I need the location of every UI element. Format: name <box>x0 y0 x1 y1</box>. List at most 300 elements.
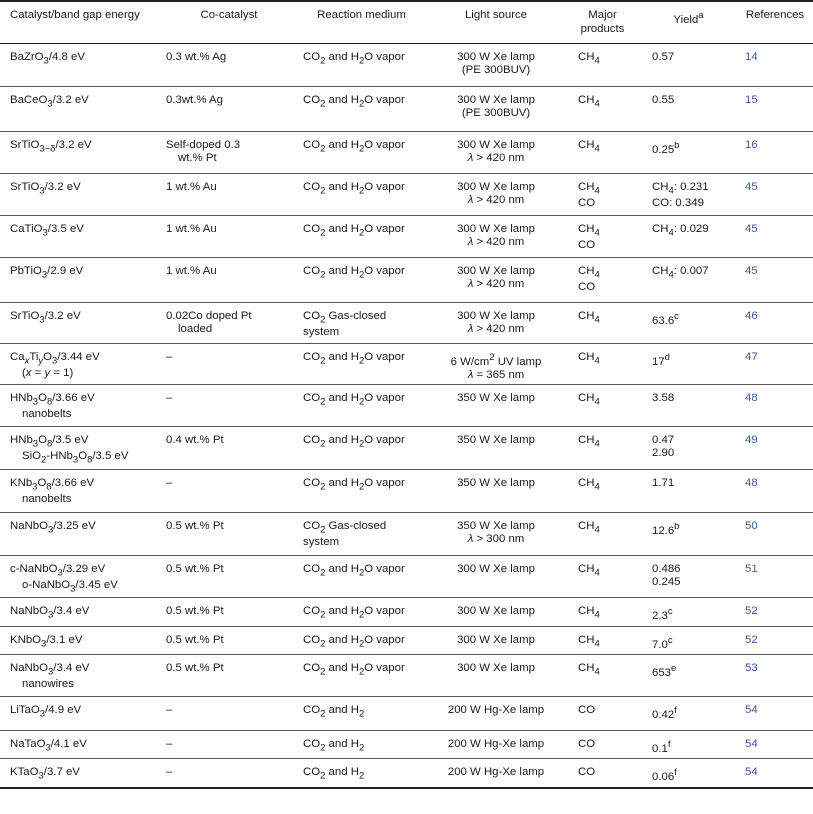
header-medium: Reaction medium <box>296 1 427 43</box>
reference-link[interactable]: 52 <box>745 633 758 646</box>
cell-major-products <box>565 696 640 730</box>
cell-major-products-line: $CH_4$ <box>578 519 600 535</box>
cell-yield <box>640 86 737 131</box>
cell-reaction-medium-line: system <box>303 326 340 339</box>
cell-yield <box>640 173 737 215</box>
cell-reaction-medium <box>296 758 427 788</box>
reference-link[interactable]: 49 <box>745 433 758 446</box>
cell-catalyst <box>0 469 162 512</box>
cell-major-products <box>565 626 640 654</box>
table-row <box>0 555 813 597</box>
reference-link[interactable]: 51 <box>745 562 758 575</box>
cell-reaction-medium-line: $CO_2$ and $H_2O$ vapor <box>303 562 405 578</box>
cell-cocatalyst <box>162 654 296 696</box>
cell-cocatalyst-line: 1 wt.% Au <box>166 264 217 277</box>
cell-major-products <box>565 512 640 555</box>
cell-yield-line: 63.6$^c$ <box>652 310 679 327</box>
cell-reaction-medium-line: $CO_2$ and $H_2$ <box>303 737 365 753</box>
cell-yield-line: 0.245 <box>652 576 681 588</box>
table-row <box>0 86 813 131</box>
cell-light-source-line: 300 W Xe lamp <box>457 562 535 575</box>
table-row <box>0 696 813 730</box>
cell-major-products <box>565 758 640 788</box>
table-row <box>0 215 813 257</box>
cell-yield <box>640 384 737 426</box>
cell-major-products <box>565 654 640 696</box>
cell-reference <box>737 131 813 173</box>
cell-yield <box>640 626 737 654</box>
cell-catalyst <box>0 257 162 302</box>
cell-catalyst-line: NaNbO$_3$/3.4 eV <box>10 661 90 677</box>
table-row <box>0 597 813 626</box>
cell-catalyst-line: nanobelts <box>22 493 72 506</box>
cell-cocatalyst <box>162 43 296 86</box>
cell-catalyst <box>0 512 162 555</box>
cell-yield-line: CO: 0.349 <box>652 197 704 210</box>
cell-reference <box>737 469 813 512</box>
cell-catalyst-line: $HNb_3O_8/3.66$ eV <box>10 391 95 407</box>
cell-catalyst <box>0 131 162 173</box>
cell-yield-line: $CH_4$: 0.029 <box>652 222 709 238</box>
table-row <box>0 257 813 302</box>
cell-yield-line: 0.486 <box>652 562 681 575</box>
header-yield-label: Yield <box>673 13 699 26</box>
cell-yield-line: 0.47 <box>652 433 675 446</box>
table-row <box>0 426 813 469</box>
cell-light-source <box>427 257 565 302</box>
cell-cocatalyst-line: Self-doped 0.3 <box>166 138 241 151</box>
cell-reaction-medium-line: $CO_2$ and $H_2O$ vapor <box>303 633 405 649</box>
cell-light-source-line: λ > 420 nm <box>467 323 525 335</box>
header-row <box>0 1 813 43</box>
cell-major-products <box>565 426 640 469</box>
cell-yield <box>640 654 737 696</box>
cell-light-source <box>427 555 565 597</box>
cell-catalyst-line: SrTiO$_3$/3.2 eV <box>10 180 81 196</box>
cell-cocatalyst-line: – <box>166 737 173 750</box>
cell-major-products <box>565 215 640 257</box>
reference-link[interactable]: 48 <box>745 391 758 404</box>
table-body <box>0 43 813 788</box>
table-row <box>0 654 813 696</box>
cell-yield <box>640 597 737 626</box>
header-cocatalyst: Co-catalyst <box>162 1 296 43</box>
header-yield-footnote: a <box>698 10 704 21</box>
cell-yield <box>640 696 737 730</box>
cell-yield-line: 0.25$^b$ <box>652 139 680 156</box>
cell-reaction-medium-line: $CO_2$ and $H_2O$ vapor <box>303 350 405 366</box>
cell-light-source <box>427 696 565 730</box>
cell-reaction-medium <box>296 343 427 384</box>
cell-catalyst-line: CaTiO$_3$/3.5 eV <box>10 222 84 238</box>
table-row <box>0 173 813 215</box>
cell-major-products-line: $CH_4$ <box>578 350 600 366</box>
cell-major-products-line: $CH_4$ <box>578 661 600 677</box>
cell-reference <box>737 426 813 469</box>
table-row <box>0 384 813 426</box>
cell-light-source-line: 350 W Xe lamp <box>457 519 535 532</box>
cell-cocatalyst <box>162 215 296 257</box>
cell-catalyst-line: (x = y = 1) <box>22 367 74 380</box>
cell-reaction-medium <box>296 86 427 131</box>
cell-catalyst <box>0 343 162 384</box>
cell-reference <box>737 512 813 555</box>
table-row <box>0 512 813 555</box>
cell-cocatalyst-line: 0.5 wt.% Pt <box>166 661 224 674</box>
cell-cocatalyst-line: 0.5 wt.% Pt <box>166 633 224 646</box>
cell-yield-line: 2.3$^c$ <box>652 605 673 622</box>
cell-cocatalyst-line: – <box>166 350 173 363</box>
cell-cocatalyst-line: 0.5 wt.% Pt <box>166 519 224 532</box>
cell-reaction-medium <box>296 512 427 555</box>
cell-reaction-medium-line: $CO_2$ and $H_2O$ vapor <box>303 661 405 677</box>
reference-link[interactable]: 45 <box>745 180 758 193</box>
cell-light-source-line: (PE 300BUV) <box>461 64 531 76</box>
cell-cocatalyst <box>162 384 296 426</box>
cell-cocatalyst-line: 0.4 wt.% Pt <box>166 433 224 446</box>
cell-light-source <box>427 131 565 173</box>
cell-catalyst <box>0 555 162 597</box>
cell-yield-line: 3.58 <box>652 391 675 404</box>
cell-yield-line: 653e <box>652 662 677 679</box>
cell-cocatalyst <box>162 696 296 730</box>
cell-light-source-line: 200 W Hg-Xe lamp <box>447 737 545 750</box>
cell-catalyst-line: BaZrO$_3$/4.8 eV <box>10 50 85 66</box>
cell-catalyst-line: NaNbO$_3$/3.4 eV <box>10 604 90 620</box>
cell-reaction-medium-line: $CO_2$ and $H_2O$ vapor <box>303 222 405 238</box>
cell-reference <box>737 86 813 131</box>
cell-yield-line: $CH_4$: 0.007 <box>652 264 709 280</box>
cell-major-products <box>565 302 640 343</box>
cell-major-products <box>565 343 640 384</box>
cell-cocatalyst-line: 0.02Co doped Pt <box>166 309 252 322</box>
cell-yield-line: 0.57 <box>652 50 675 63</box>
cell-yield <box>640 758 737 788</box>
cell-reference <box>737 597 813 626</box>
cell-light-source <box>427 343 565 384</box>
header-catalyst: Catalyst/band gap energy <box>0 1 162 43</box>
cell-major-products <box>565 384 640 426</box>
header-references: References <box>737 1 813 43</box>
cell-reaction-medium-line: $CO_2$ and $H_2O$ vapor <box>303 433 405 449</box>
cell-major-products-line: $CH_4$ <box>578 138 600 154</box>
cell-yield-line: 2.90 <box>652 447 675 459</box>
cell-light-source <box>427 86 565 131</box>
reference-link[interactable]: 54 <box>745 703 758 716</box>
cell-catalyst-line: c-NaNbO$_3$/3.29 eV <box>10 562 106 578</box>
cell-major-products <box>565 257 640 302</box>
cell-reference <box>737 654 813 696</box>
cell-light-source <box>427 215 565 257</box>
cell-cocatalyst-line: – <box>166 391 173 404</box>
cell-light-source <box>427 302 565 343</box>
cell-light-source-line: λ > 420 nm <box>467 236 525 248</box>
cell-reference <box>737 215 813 257</box>
cell-yield <box>640 215 737 257</box>
reference-link[interactable]: 53 <box>745 661 758 674</box>
cell-catalyst-line: nanobelts <box>22 408 72 421</box>
cell-reaction-medium-line: $CO_2$ and $H_2$ <box>303 703 365 719</box>
cell-reaction-medium <box>296 173 427 215</box>
cell-major-products <box>565 86 640 131</box>
cell-reaction-medium-line: $CO_2$ Gas-closed <box>303 309 387 325</box>
cell-reference <box>737 626 813 654</box>
cell-light-source <box>427 173 565 215</box>
cell-cocatalyst-line: wt.% Pt <box>178 152 217 164</box>
reference-link[interactable]: 47 <box>745 350 758 363</box>
cell-light-source-line: λ > 300 nm <box>467 533 525 545</box>
cell-catalyst <box>0 426 162 469</box>
cell-light-source-line: 350 W Xe lamp <box>457 476 535 489</box>
cell-reference <box>737 343 813 384</box>
cell-light-source-line: 6 $W/cm^2$ UV lamp <box>450 351 542 368</box>
header-light-source: Light source <box>427 1 565 43</box>
cell-cocatalyst <box>162 469 296 512</box>
cell-reaction-medium <box>296 696 427 730</box>
cell-catalyst-line: $KNb_3O_8/3.66$ eV <box>10 476 95 492</box>
cell-major-products-line: CO <box>578 281 596 294</box>
cell-cocatalyst-line: 0.3wt.% Ag <box>166 93 223 106</box>
cell-reference <box>737 758 813 788</box>
cell-catalyst <box>0 384 162 426</box>
cell-reaction-medium <box>296 626 427 654</box>
cell-catalyst-line: $HNb_3O_8/3.5$ eV <box>10 433 89 449</box>
cell-cocatalyst-line: – <box>166 765 173 778</box>
cell-reaction-medium <box>296 730 427 758</box>
cell-cocatalyst <box>162 173 296 215</box>
cell-catalyst <box>0 86 162 131</box>
cell-major-products-line: CO <box>578 197 596 210</box>
cell-yield <box>640 512 737 555</box>
cell-major-products-line: $CH_4$ <box>578 264 600 280</box>
cell-cocatalyst <box>162 302 296 343</box>
cell-reaction-medium-line: $CO_2$ and $H_2$ <box>303 765 365 781</box>
cell-light-source-line: λ = 365 nm <box>467 368 525 381</box>
reference-link[interactable]: 54 <box>745 737 758 750</box>
cell-reaction-medium-line: $CO_2$ and $H_2O$ vapor <box>303 476 405 492</box>
table-row <box>0 131 813 173</box>
cell-catalyst-line: LiTaO$_3$/4.9 eV <box>10 703 82 719</box>
cell-reaction-medium <box>296 654 427 696</box>
reference-link[interactable]: 14 <box>745 50 758 63</box>
table-row <box>0 43 813 86</box>
cell-yield <box>640 257 737 302</box>
cell-reaction-medium <box>296 43 427 86</box>
cell-yield <box>640 302 737 343</box>
cell-light-source <box>427 426 565 469</box>
cell-reaction-medium <box>296 469 427 512</box>
cell-yield-line: 0.42$^f$ <box>652 704 677 721</box>
cell-light-source-line: λ > 420 nm <box>467 278 525 290</box>
cell-major-products <box>565 597 640 626</box>
cell-major-products <box>565 469 640 512</box>
cell-light-source <box>427 654 565 696</box>
cell-catalyst <box>0 758 162 788</box>
cell-cocatalyst-line: 1 wt.% Au <box>166 222 217 235</box>
cell-major-products-line: $CH_4$ <box>578 180 600 196</box>
cell-cocatalyst-line: 0.3 wt.% Ag <box>166 50 227 63</box>
cell-yield <box>640 43 737 86</box>
cell-catalyst-line: NaTaO$_3$/4.1 eV <box>10 737 87 753</box>
cell-yield-line: 7.0$^c$ <box>652 634 673 651</box>
table-row <box>0 302 813 343</box>
cell-light-source-line: 350 W Xe lamp <box>457 391 535 404</box>
cell-reaction-medium-line: $CO_2$ and $H_2O$ vapor <box>303 50 405 66</box>
cell-cocatalyst-line: – <box>166 476 173 489</box>
cell-cocatalyst-line: loaded <box>178 323 213 335</box>
cell-catalyst <box>0 696 162 730</box>
cell-yield-line: 0.55 <box>652 93 675 106</box>
cell-yield-line: 1.71 <box>652 476 675 489</box>
cell-reaction-medium <box>296 257 427 302</box>
cell-reaction-medium <box>296 302 427 343</box>
cell-reference <box>737 43 813 86</box>
cell-catalyst-line: KTaO$_3$/3.7 eV <box>10 765 80 781</box>
cell-reaction-medium-line: $CO_2$ Gas-closed <box>303 519 387 535</box>
cell-reaction-medium-line: system <box>303 536 340 549</box>
table-row <box>0 343 813 384</box>
cell-reaction-medium-line: $CO_2$ and $H_2O$ vapor <box>303 604 405 620</box>
cell-cocatalyst <box>162 758 296 788</box>
cell-catalyst <box>0 654 162 696</box>
cell-catalyst-line: o-NaNbO$_3$/3.45 eV <box>22 579 118 595</box>
cell-major-products <box>565 730 640 758</box>
cell-reaction-medium-line: $CO_2$ and $H_2O$ vapor <box>303 264 405 280</box>
cell-catalyst <box>0 597 162 626</box>
cell-catalyst-line: $Ca_xTi_yO_3/3.44$ eV <box>10 350 100 366</box>
cell-light-source <box>427 758 565 788</box>
cell-major-products-line: $CH_4$ <box>578 222 600 238</box>
cell-major-products-line: $CH_4$ <box>578 391 600 407</box>
cell-reaction-medium <box>296 215 427 257</box>
cell-cocatalyst <box>162 86 296 131</box>
cell-major-products-line: $CH_4$ <box>578 476 600 492</box>
cell-catalyst <box>0 730 162 758</box>
cell-yield <box>640 343 737 384</box>
cell-yield <box>640 555 737 597</box>
cell-reaction-medium <box>296 555 427 597</box>
cell-major-products-line: CO <box>578 703 596 716</box>
cell-cocatalyst <box>162 730 296 758</box>
reference-link[interactable]: 52 <box>745 604 758 617</box>
cell-catalyst-line: nanowires <box>22 678 74 691</box>
cell-reaction-medium <box>296 426 427 469</box>
cell-catalyst-line: BaCeO$_3$/3.2 eV <box>10 93 89 109</box>
cell-yield-line: 17$^d$ <box>652 351 670 368</box>
reference-link[interactable]: 46 <box>745 309 758 322</box>
cell-light-source-line: 300 W Xe lamp <box>457 222 535 235</box>
cell-yield-line: 0.06$^f$ <box>652 766 677 783</box>
cell-reaction-medium-line: $CO_2$ and $H_2O$ vapor <box>303 93 405 109</box>
cell-catalyst-line: $SiO_2-HNb_3O_8/3.5$ eV <box>22 450 129 466</box>
reference-link[interactable]: 45 <box>745 264 758 277</box>
cell-major-products <box>565 555 640 597</box>
cell-reference <box>737 302 813 343</box>
cell-catalyst <box>0 215 162 257</box>
cell-light-source <box>427 626 565 654</box>
cell-major-products-line: $CH_4$ <box>578 433 600 449</box>
cell-major-products <box>565 43 640 86</box>
cell-reference <box>737 696 813 730</box>
reference-link[interactable]: 15 <box>745 93 758 106</box>
table-header <box>0 1 813 43</box>
cell-yield <box>640 730 737 758</box>
cell-major-products-line: $CH_4$ <box>578 633 600 649</box>
table-row <box>0 626 813 654</box>
table-row <box>0 730 813 758</box>
cell-cocatalyst <box>162 131 296 173</box>
cell-light-source <box>427 384 565 426</box>
cell-yield-line: $CH_4$: 0.231 <box>652 180 709 196</box>
cell-cocatalyst-line: 1 wt.% Au <box>166 180 217 193</box>
cell-reference <box>737 257 813 302</box>
header-yield <box>640 1 737 43</box>
cell-light-source <box>427 512 565 555</box>
cell-cocatalyst <box>162 597 296 626</box>
cell-yield <box>640 131 737 173</box>
cell-major-products-line: $CH_4$ <box>578 604 600 620</box>
cell-reaction-medium <box>296 597 427 626</box>
reference-link[interactable]: 54 <box>745 765 758 778</box>
cell-major-products <box>565 131 640 173</box>
cell-cocatalyst <box>162 626 296 654</box>
reference-link[interactable]: 45 <box>745 222 758 235</box>
cell-major-products-line: $CH_4$ <box>578 562 600 578</box>
cell-yield <box>640 469 737 512</box>
cell-light-source-line: 300 W Xe lamp <box>457 180 535 193</box>
cell-light-source <box>427 597 565 626</box>
cell-major-products-line: $CH_4$ <box>578 93 600 109</box>
cell-light-source-line: 300 W Xe lamp <box>457 93 535 106</box>
cell-light-source <box>427 43 565 86</box>
cell-cocatalyst-line: 0.5 wt.% Pt <box>166 604 224 617</box>
cell-reaction-medium <box>296 384 427 426</box>
cell-reference <box>737 384 813 426</box>
cell-reference <box>737 730 813 758</box>
cell-light-source-line: 350 W Xe lamp <box>457 433 535 446</box>
cell-catalyst-line: SrTiO$_{3-\delta}$/3.2 eV <box>10 138 92 154</box>
cell-light-source <box>427 730 565 758</box>
cell-light-source-line: 200 W Hg-Xe lamp <box>447 703 545 716</box>
cell-light-source-line: 200 W Hg-Xe lamp <box>447 765 545 778</box>
cell-reaction-medium-line: $CO_2$ and $H_2O$ vapor <box>303 391 405 407</box>
reference-link[interactable]: 50 <box>745 519 758 532</box>
reference-link[interactable]: 48 <box>745 476 758 489</box>
cell-reference <box>737 173 813 215</box>
cell-cocatalyst-line: – <box>166 703 173 716</box>
cell-light-source-line: λ > 420 nm <box>467 152 525 164</box>
reference-link[interactable]: 16 <box>745 138 758 151</box>
cell-cocatalyst <box>162 343 296 384</box>
table-row <box>0 469 813 512</box>
cell-reaction-medium-line: $CO_2$ and $H_2O$ vapor <box>303 138 405 154</box>
cell-reference <box>737 555 813 597</box>
cell-light-source-line: 300 W Xe lamp <box>457 50 535 63</box>
cell-cocatalyst <box>162 426 296 469</box>
cell-reaction-medium <box>296 131 427 173</box>
cell-light-source-line: 300 W Xe lamp <box>457 633 535 646</box>
cell-light-source-line: λ > 420 nm <box>467 194 525 206</box>
cell-light-source <box>427 469 565 512</box>
cell-catalyst <box>0 173 162 215</box>
cell-yield-line: 12.6$^b$ <box>652 520 680 537</box>
cell-light-source-line: (PE 300BUV) <box>461 107 531 119</box>
cell-cocatalyst <box>162 555 296 597</box>
cell-light-source-line: 300 W Xe lamp <box>457 309 535 322</box>
cell-catalyst-line: SrTiO$_3$/3.2 eV <box>10 309 81 325</box>
cell-light-source-line: 300 W Xe lamp <box>457 661 535 674</box>
cell-major-products-line: CO <box>578 765 596 778</box>
